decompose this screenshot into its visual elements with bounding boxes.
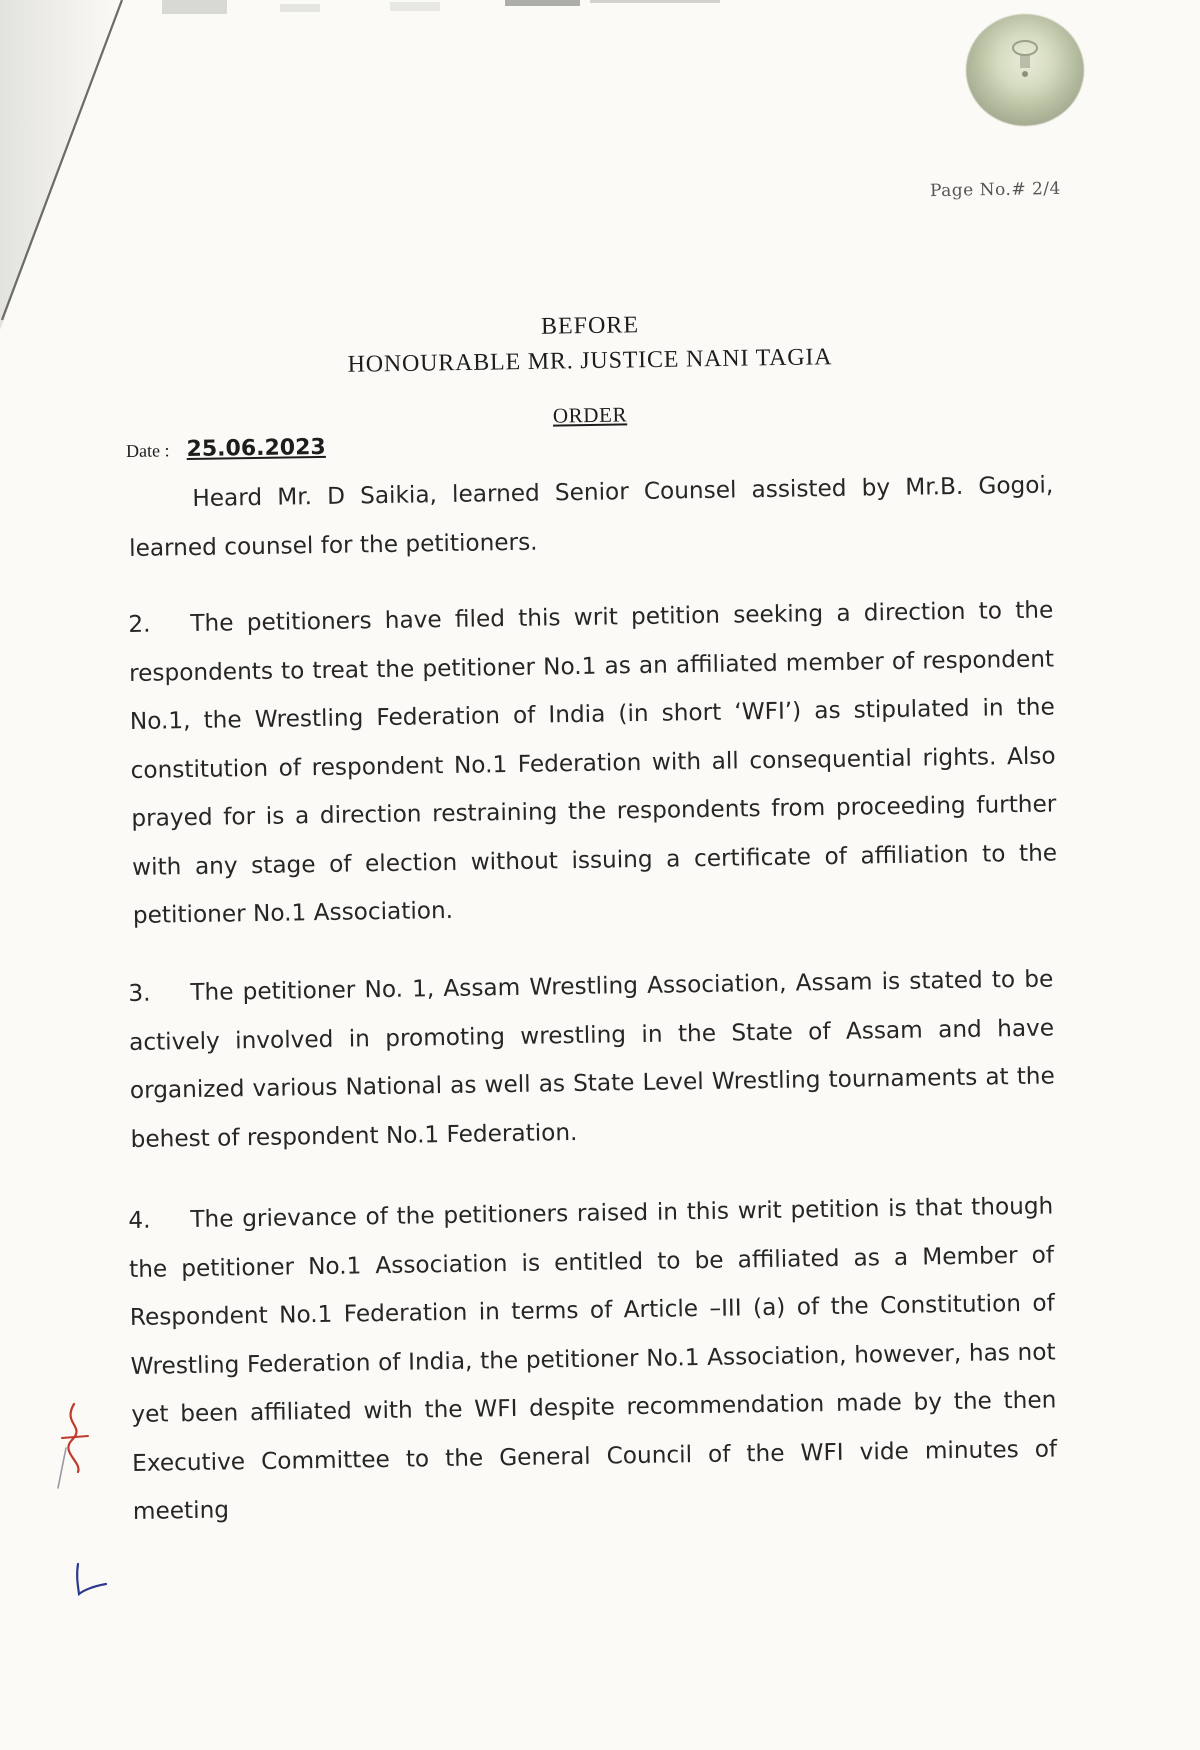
paragraph-text: The petitioners have filed this writ petition seeking a direction to the respondents to treat the petitioner No.1 as an affiliated member of respondent No.1, the Wrestling Federation of India (in short ‘WFI’) as stipulated in the constitution of respondent No.1 Federation with all consequential rights. Also prayed for is a direction restraining the respondents from proceeding further with any stage of election without issuing a certificate of affiliation to the petitioner No.1 Association.: [128, 596, 1058, 929]
paragraph-4: [128, 1182, 1058, 1536]
date-label: Date :: [125, 440, 170, 461]
paragraph-intro: [128, 461, 1054, 573]
heading-before: BEFORE: [540, 312, 640, 340]
paragraph-number: 2.: [128, 610, 151, 638]
pen-mark-icon: [70, 1560, 120, 1600]
paragraph-number: 3.: [128, 979, 151, 1007]
paragraph-text: The grievance of the petitioners raised in this writ petition is that though the petitioner No.1 Association is entitled to be affiliated as a Member of Respondent No.1 Federation in terms of Article –III (a) of the Constitution of Wrestling Federation of India, the petitioner No.1 Association, however, has not yet been affiliated with the WFI despite recommendation made by the then Executive Committee to the General Council of the WFI vide minutes of meeting: [128, 1192, 1058, 1525]
page-number: Page No.# 2/4: [929, 178, 1062, 202]
heading-judge: HONOURABLE MR. JUSTICE NANI TAGIA: [347, 344, 833, 378]
order-date: [126, 435, 326, 463]
paragraph-number: 4.: [128, 1206, 151, 1234]
paragraph-3: [128, 955, 1056, 1164]
heading-order: ORDER: [552, 402, 628, 428]
paragraph-text: The petitioner No. 1, Assam Wrestling Association, Assam is stated to be actively involved in promoting wrestling in the State of Assam and have organized various National as well as State Level Wrestling tournaments at the behest of respondent No.1 Federation.: [128, 965, 1055, 1153]
paragraph-text: Heard Mr. D Saikia, learned Senior Counsel assisted by Mr.B. Gogoi, learned counsel for the petitioners.: [128, 471, 1054, 562]
scan-artifacts: [110, 0, 810, 20]
scan-edge-shadow: [0, 0, 130, 330]
date-value: 25.06.2023: [186, 434, 326, 463]
emblem-icon: [1003, 38, 1047, 82]
margin-annotation-icon: [52, 1400, 102, 1490]
paragraph-2: [128, 586, 1058, 940]
